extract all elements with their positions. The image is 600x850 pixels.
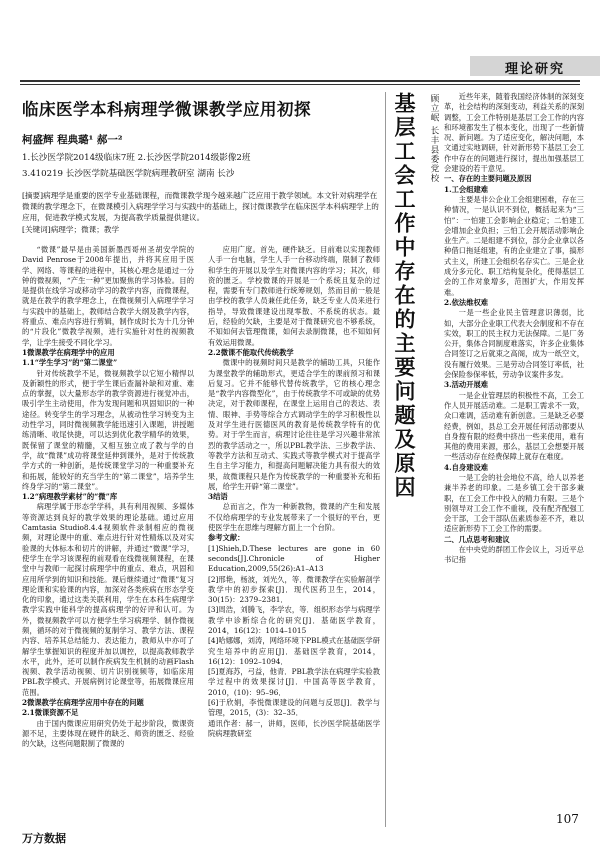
sidebar-article-body xyxy=(444,92,584,566)
reference-item: [4]哈娜娜，刘涛，网络环境下PBL模式在基础医学研究生培养中的应用[J]．基础医学教育，2014，16(12)：1092–1094． xyxy=(208,636,380,666)
reference-item: [3]周浩，刘腾飞，李学农，等．组织形态学与病理学教学中诊断综合化的研究[J]．基础医学教育，2014，16(12)：1014–1015 xyxy=(208,605,380,635)
paragraph: 应用广度。首先，硬件缺乏。目前难以实现教师人手一台电脑，学生人手一台移动终端，限制了教师和学生的开展以及学生对微课内容的学习；其次，师资的匮乏。学校微课的开展是一个系统且复杂的过程，需要有专门教师进行统筹规划，然而目前一般是由学校的教学人员兼任此任务，缺乏专业人员来进行指导，导致微课建设出现零散、不系统的状态。最后，经验的欠缺，主要是对于微课研究也不够系统，不知如何去管理微课，如何去录制微课，也不知如何有效运用微课。 xyxy=(208,245,380,347)
sidebar-article xyxy=(390,92,585,832)
body-column-left xyxy=(22,245,194,750)
keywords: [关键词]病理学；微课；教学 xyxy=(22,225,120,234)
sidebar-article-author: 顾立岷 长丰县委党校 xyxy=(429,94,439,184)
reference-item: [1]Shieh,D.These lectures are gone in 60 seconds[J].Chronicle of Higher Education,2009,55(26):A1–A13 xyxy=(208,543,380,574)
paragraph: 一是工会的社会地位不高，给人以养老兼半养老的印象。二是乡镇工会干部多兼职，在工会工作中投入的精力有限。三是个别领导对工会工作不重视，没有配齐配强工会干部，工会干部队伍素质参差不齐，难以适应新形势下工会工作的需要。 xyxy=(444,472,584,534)
paragraph: 主要是非公企业工会组建困难，存在三种情况，一是认识不到位，概括起来为“三怕”：一怕建工会影响企业稳定；二怕建工会增加企业负担；三怕工会开展活动影响企业生产。二是组建不到位，部分企业拿以各种借口拖延组建，有的企业建立了事，搞形式主义，所建工会组织名存实亡。三是企业成分多元化、职工结构复杂化，使得基层工会的工作对象增多，范围扩大，作用发挥难。 xyxy=(444,194,584,297)
subsection-heading: 1.2“病理教学素材”的“微”库 xyxy=(22,492,118,502)
page-number: 107 xyxy=(556,812,579,826)
sidebar-article-title: 基层工会工作中存在的主要问题及原因 xyxy=(392,92,416,500)
subsection-heading: 2.依法维权难 xyxy=(444,297,489,307)
header-bar xyxy=(470,56,600,76)
article-body-columns xyxy=(22,245,380,750)
section-title: 理论研究 xyxy=(504,62,565,77)
section-heading: 二、几点思考和建议 xyxy=(444,534,510,544)
paragraph: 一是企业管理层的积极性不高，工会工作人员开展活动难。二是职工需求不一致，众口难调，活动难有新创意。三是缺乏必要经费，例如，县总工会开展任何活动都要从自身搜有限的经费中挤出一些来使用，难有其他的费用来源，那么，基层工会想要开展一些活动存在经费保障上就存在难度。 xyxy=(444,390,584,462)
subsection-heading: 2.1微课资源不足 xyxy=(22,708,79,718)
subsection-heading: 4.自身建设难 xyxy=(444,462,489,472)
main-article xyxy=(22,95,380,815)
paragraph: “微课”最早是由美国新墨西哥州圣胡安学院的David Penrose于2008年提出，并将其应用于医学、网络、等课程的进程中，其核心理念是通过一分钟的微视频，“产生一种”更加聚焦的学习体验。目的是提供在线学习或移动学习的教学内容，而微课程，就是在教学的教学理念上，在微视频引入病理学学习与实践中的基础上，教师结合教学大纲及教学内容，将重点、难点内容进行剪辑，制作成时长为十几分钟的“片段化”微教学视频，进行实施针对性的视频教学，让学生接受不同化学习。 xyxy=(22,245,194,347)
subsection-heading: 1.1“学生学习”的“第二课堂” xyxy=(22,358,118,368)
paragraph: 由于国内微课应用研究仍处于起步阶段，微课资源不足，主要体现在硬件的缺乏、师资的匮乏、经验的欠缺，这些问题限制了微课的 xyxy=(22,718,194,749)
subsection-heading: 2.2微课不能取代传统教学 xyxy=(208,347,294,357)
section-heading: 3结语 xyxy=(208,492,228,502)
column-separator xyxy=(385,92,386,827)
footer-logo: 万方数据 xyxy=(22,832,66,845)
paragraph: 在中央党的群团工作会议上，习近平总书记指 xyxy=(444,545,584,565)
paragraph: 近些年来，随着我国经济体制的深刻变革，社会结构的深刻变动，利益关系的深刻调整，工会工作特别是基层工会工作的内容和环境都发生了根本变化，出现了一些新情况、新问题。为了适应变化，解决问题，本文通过实地调研，针对新形势下基层工会工作中存在的问题进行探讨，提出加强基层工会建设的若干意见。 xyxy=(444,92,584,174)
article-authors: 柯盛辉 程典璐¹ 郝一² xyxy=(22,134,123,146)
abstract: [摘要]病理学是重要的医学专业基础课程，而微课教学现今越来越广泛应用于教学领域。本文针对病理学在微课的教学理念下，在微课模引入病理学学习与实践中的基础上，探讨微课教学在临床医学本科病理学上的应用，促进教学模式发展，为提高教学质量提供建议。 xyxy=(22,191,379,222)
paragraph: 针对传统教学不足，微视频教学以它短小精悍以及新颖性的形式，便于学生课后查漏补缺和对重、难点的掌握，以大量形态学的教学资源进行视觉冲击，吸引学生主动使用，作为发现问题和巩固知识的一种途径。转变学生的学习理念，从被动性学习转变为主动性学习，同时微视频教学能迅速引入课题，讲授题练清晰、收尾快捷，可以达到优化教学精华的效果，既保留了课堂的精髓，又相互独立成了教与学的自学，故“微课”成功将课堂延伸到课外，是对于传统教学方式的一种创新，是传统课堂学习的一种重要补充和拓展，能较好的充当学生的“第二课堂”，培养学生终身学习的“第二课堂”。 xyxy=(22,368,194,491)
paragraph: 总而言之，作为一种新教物，微课的产生和发展不仅给病理学的专业发展带来了一个很好的平台，更使医学生在思维与理解方面上一个台阶。 xyxy=(208,502,380,533)
article-title: 临床医学本科病理学微课教学应用初探 xyxy=(22,100,311,119)
paragraph: 病理学属于形态学学科，具有利用视频、多媒体等资源达到良好的教学效果的理论基础。通过应用Camtasia Studio8.4.4视频软件录制相应的微视频，对理论课中的重、难点进行针对性精炼以及对实验课的大体标本和切片的讲解，并通过“微课”学习，使学生在学习该课程的前观看在线微视频课程，在课堂中与教师一起探讨病理学中的重点、难点，巩固和应用所学到的知识和技能。课后继续通过“微课”复习理论课和实验课的内容，加深对各类疾病在形态学变化的印象，通过这类关联利用，学生在本科生病理学教学实践中能科学的提高病理学的好评和认可。为外，微视频教学可以方便学生学习病理学、制作微视频，循环的对于微视频的复制学习、教学方法、课程内容、培养其总结能力、表达能力，教师从中亦可了解学生掌握知识的程度并加以调控，以提高教师教学水平，此外，还可以制作疾病发生机制的动画Flash视频、教学活动视频、切片识别视频等，如临床用PBL教学模式、开展病例讨论课堂等，拓展微课应用范围。 xyxy=(22,502,194,697)
body-column-right xyxy=(208,245,380,750)
header-rule-thin xyxy=(20,84,580,85)
reference-item: [5]夏海苏，弓益，他青．PBL教学法在病理学实验教学过程中的效果探讨[J]．中国高等医学教育，2010，(10)：95–96． xyxy=(208,667,380,697)
reference-item: [6]于欣娟，李悦微课建设的问题与反思[J]．教学与管理，2015，(3)：32–35． xyxy=(208,698,380,718)
section-heading: 1微课教学在病理学中的应用 xyxy=(22,347,115,357)
subsection-heading: 3.活动开展难 xyxy=(444,380,489,390)
affiliation-2: 3.410219 长沙医学院基础医学院病理教研室 湖南 长沙 xyxy=(22,169,235,179)
paragraph: 微课中的视频时间只是教学的辅助工具，只能作为课堂教学的辅助形式，更适合学生的课前预习和课后复习。它并不能够代替传统教学，它的核心理念是“教学内容微型化”，由于传统教学不可或缺的优势决定，对于教师课程，在课堂上运用自己的表达、表情、眼神、手势等综合方式调动学生的学习积极性以及对学生进行医德医风的教育是传统教学特有的优势。对于学生而言，病理讨论往往是学习兴趣非常浓烈的教学活动之一，所以PBL教学法、三步教学法、等教学方法和互动式、实践式等教学模式对于提高学生自主学习能力，和提高问题解决能力具有很大的效果，故微课程只是作为传统教学的一种重要补充和拓展，给学生开辟“第二课堂”。 xyxy=(208,358,380,491)
header-rule-thick xyxy=(20,80,580,82)
corresponding-author: 通讯作者：郝一，讲师，医师，长沙医学院基础医学院病理教研室 xyxy=(208,718,380,738)
subsection-heading: 1.工会组建难 xyxy=(444,184,489,194)
paragraph: 一是一些企业民主管理意识薄弱，比如，大部分企业职工代表大会制度和不存在实效，职工的民主权力无法保障。二是厂务公开，集体合同制度难落实，许多企业集体合同签订之后就束之高阁，成为一纸空文，没有履行效果。三是劳动合同签订率低，社会保险参保率低，劳动争议案件多发。 xyxy=(444,308,584,380)
affiliation-1: 1.长沙医学院2014级临床7班 2.长沙医学院2014级影像2班 xyxy=(22,153,251,163)
references-heading: 参考文献： xyxy=(208,533,245,543)
reference-item: [2]邢艳，杨波，刘光久，等．微课教学在实验解剖学教学中的初步探索[J]．现代医药卫生，2014，30(15)：2379–2381． xyxy=(208,574,380,605)
section-heading: 2微课教学在病理学应用中存在的问题 xyxy=(22,698,144,708)
section-heading: 一、存在的主要问题及原因 xyxy=(444,174,532,184)
